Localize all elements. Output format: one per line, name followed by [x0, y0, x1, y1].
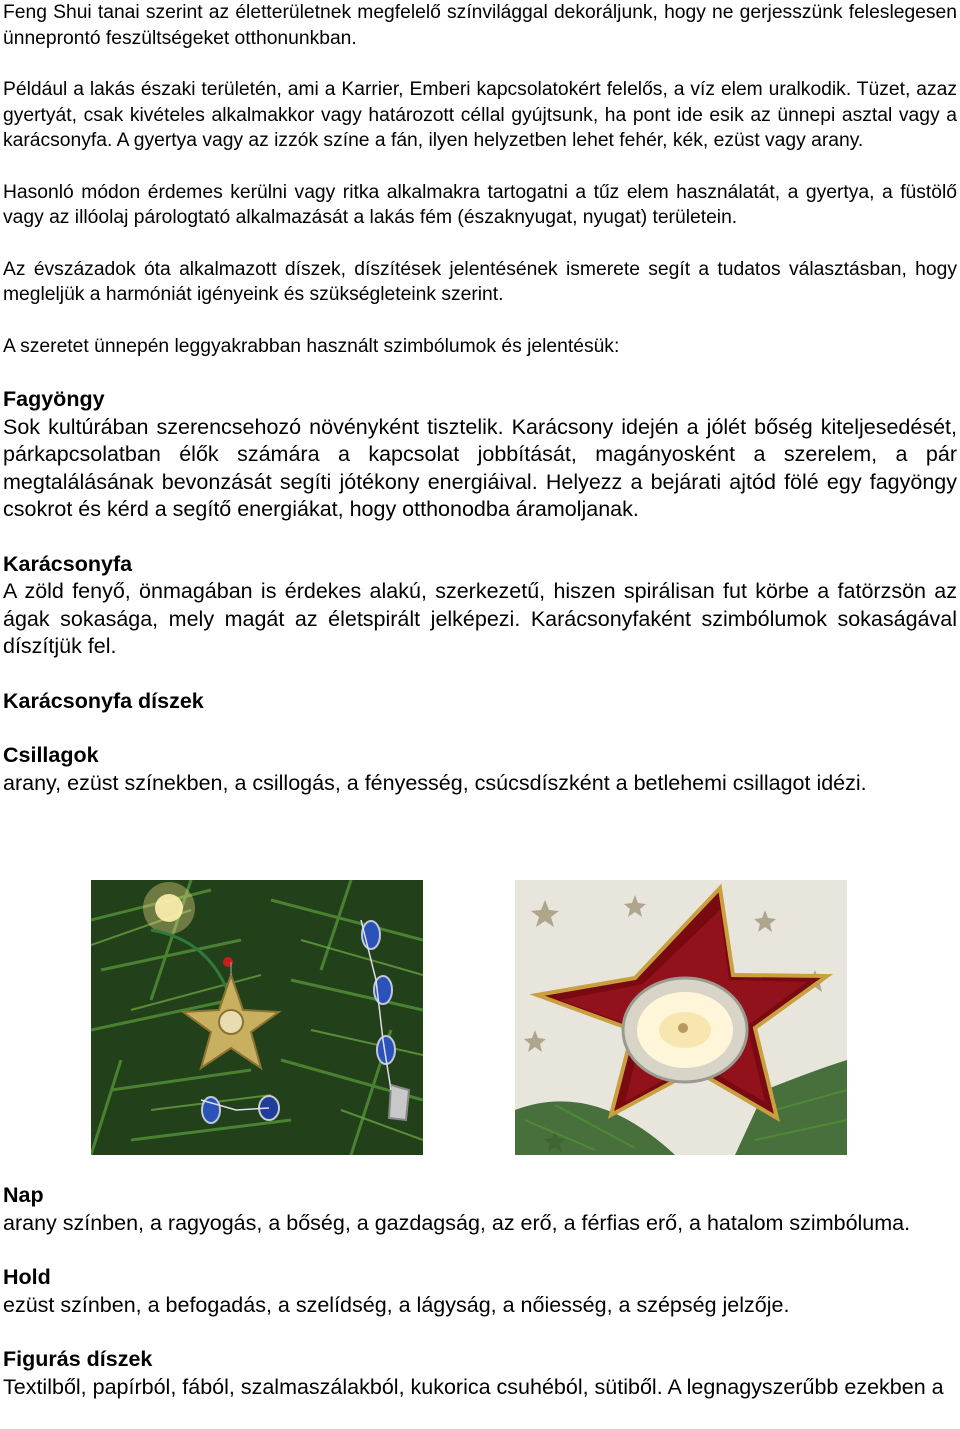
- section-body: arany, ezüst színekben, a csillogás, a fényesség, csúcsdíszként a betlehemi csillagot idézi.: [3, 770, 867, 795]
- section-karacsonyfa-diszek: [3, 688, 957, 716]
- intro-paragraph: Hasonló módon érdemes kerülni vagy ritka alkalmakra tartogatni a tűz elem használatát, a gyertya, a füstölő vagy az illóolaj párologtató alkalmazását a lakás fém (északnyugat, nyugat) területein.: [3, 181, 957, 228]
- intro-paragraph: Az évszázadok óta alkalmazott díszek, díszítések jelentésének ismerete segít a tudatos választásban, hogy megleljük a harmóniát igényeink és szükségleteink szerint.: [3, 258, 957, 305]
- section-csillagok: [3, 742, 957, 797]
- section-body: arany színben, a ragyogás, a bőség, a gazdagság, az erő, a férfias erő, a hatalom szimbóluma.: [3, 1210, 911, 1235]
- section-heading: Csillagok: [3, 743, 99, 767]
- section-hold: [3, 1264, 957, 1319]
- section-heading: Karácsonyfa: [3, 551, 133, 576]
- section-heading: Karácsonyfa díszek: [3, 688, 204, 713]
- intro-paragraph: A szeretet ünnepén leggyakrabban használt szimbólumok és jelentésük:: [3, 335, 620, 357]
- section-body: ezüst színben, a befogadás, a szelídség, a lágyság, a nőiesség, a szépség jelzője.: [3, 1292, 790, 1317]
- photo-row: [0, 880, 960, 1156]
- star-ornament-photo: [91, 880, 423, 1155]
- section-karacsonyfa: [3, 551, 957, 661]
- section-body: Textilből, papírból, fából, szalmaszálakból, kukorica csuhéból, sütiből. A legnagyszerűbb ezekben a: [3, 1374, 944, 1399]
- section-nap: [3, 1182, 957, 1237]
- star-candle-image: [515, 880, 847, 1155]
- document-page-bottom: [3, 1182, 957, 1401]
- section-fagyongy: [3, 386, 957, 524]
- section-figuras-diszek: [3, 1346, 957, 1401]
- intro-text: [3, 0, 957, 359]
- star-candle-holder-photo: [515, 880, 847, 1155]
- section-body: A zöld fenyő, önmagában is érdekes alakú, szerkezetű, hiszen spirálisan fut körbe a fatörzsön az ágak sokasága, mely magát az életspirált jelképezi. Karácsonyfaként szimbólumok sokaságával díszítjük fel.: [3, 579, 957, 658]
- section-body: Sok kultúrában szerencsehozó növényként tisztelik. Karácsony idején a jólét bőség kiteljesedését, párkapcsolatban élők számára a kapcsolat jobbítását, magányosként a szerelem, a pár megtalálásának bevonzását segíti jótékony energiáival. Helyezz a bejárati ajtód fölé egy fagyöngy csokrot és kérd a segítő energiákat, hogy otthonodba áramoljanak.: [3, 414, 957, 521]
- intro-paragraph: Feng Shui tanai szerint az életterületnek megfelelő színvilággal dekoráljunk, hogy ne gerjesszünk feleslegesen ünneprontó feszültségeket otthonunkban.: [3, 2, 957, 49]
- star-ornament-image: [91, 880, 423, 1155]
- document-page: [3, 0, 957, 797]
- intro-paragraph: Például a lakás északi területén, ami a Karrier, Emberi kapcsolatokért felelős, a víz elem uralkodik. Tüzet, azaz gyertyát, csak kivételes alkalmakkor vagy határozott céllal gyújtsunk, ha pont ide esik az ünnepi asztal vagy a karácsonyfa. A gyertya vagy az izzók színe a fán, ilyen helyzetben lehet fehér, kék, ezüst vagy arany.: [3, 79, 957, 151]
- section-heading: Nap: [3, 1183, 44, 1207]
- section-heading: Figurás díszek: [3, 1347, 153, 1371]
- section-heading: Hold: [3, 1265, 51, 1289]
- section-heading: Fagyöngy: [3, 387, 105, 411]
